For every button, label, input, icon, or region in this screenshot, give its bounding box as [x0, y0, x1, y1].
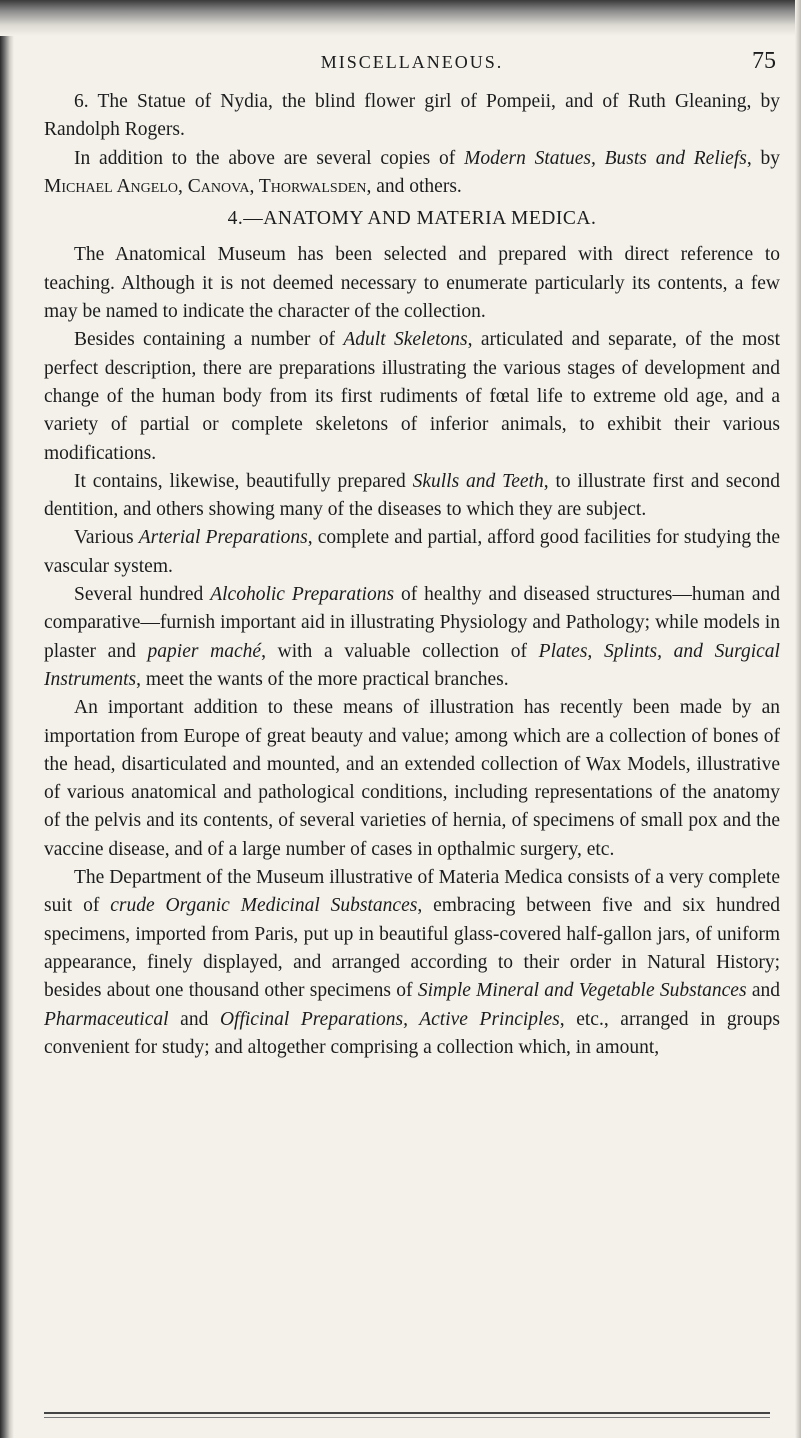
- paragraph-5: Several hundred Alcoholic Preparations of healthy and diseased structures—human and comparative—furnish important aid in illustrating Physiology and Pathology; while models in plaster and papier maché, with a valuable collection of Plates, Splints, and Surgical Instruments, meet the wants of the more practical branches.: [44, 584, 780, 690]
- paragraph-4: Various Arterial Preparations, complete and partial, afford good facilities for studying the vascular system.: [44, 527, 780, 577]
- paragraph-6: An important addition to these means of illustration has recently been made by an importation from Europe of great beauty and value; among which are a collection of bones of the head, disarticulated and mounted, and an extended collection of Wax Models, illustrative of various anatomical and pathological conditions, including representations of the anatomy of the pelvis and its contents, of several varieties of hernia, of specimens of small pox and the vaccine disease, and of a large number of cases in opthalmic surgery, etc.: [44, 697, 780, 860]
- paragraph-3: It contains, likewise, beautifully prepared Skulls and Teeth, to illustrate first and second dentition, and others showing many of the diseases to which they are subject.: [44, 470, 780, 521]
- page-top-shadow: [0, 0, 801, 36]
- bottom-rule-thin: [44, 1417, 770, 1418]
- page-right-edge: [795, 0, 801, 1438]
- section-heading: 4.—ANATOMY AND MATERIA MEDICA.: [227, 208, 597, 230]
- paragraph-7: The Department of the Museum illustrative of Materia Medica consists of a very complete suit of crude Organic Medicinal Substances, embracing between five and six hundred specimens, imported from Paris, put up in beautiful glass-covered half-gallon jars, of uniform appearance, finely displayed, and arranged according to their order in Natural History; besides about one thousand other specimens of Simple Mineral and Vegetable Substances and Pharmaceutical and Officinal Preparations, Active Principles, etc., arranged in groups convenient for study; and altogether comprising a collection which, in amount,: [44, 867, 781, 1058]
- page-binding-shadow: [0, 0, 14, 1438]
- page-header: [44, 48, 780, 78]
- page-number: 75: [752, 48, 776, 74]
- running-head: MISCELLANEOUS.: [320, 52, 504, 72]
- bottom-rule: [44, 1412, 770, 1414]
- item-6-paragraph: 6. The Statue of Nydia, the blind flower girl of Pompeii, and of Ruth Gleaning, by Randolph Rogers.: [44, 91, 780, 141]
- paragraph-1: The Anatomical Museum has been selected and prepared with direct reference to teaching. Although it is not deemed necessary to enumerate particularly its contents, a few may be named to indicate the character of the collection.: [44, 244, 780, 323]
- paragraph-2: Besides containing a number of Adult Skeletons, articulated and separate, of the most perfect description, there are preparations illustrating the various stages of development and change of the human body from its first rudiments of fœtal life to extreme old age, and a variety of partial or complete skeletons of inferior animals, to exhibit their various modifications.: [44, 329, 780, 464]
- addition-paragraph: In addition to the above are several copies of Modern Statues, Busts and Reliefs, by Michael Angelo, Canova, Thorwalsden, and others.: [44, 147, 781, 197]
- page-body: [44, 88, 780, 1062]
